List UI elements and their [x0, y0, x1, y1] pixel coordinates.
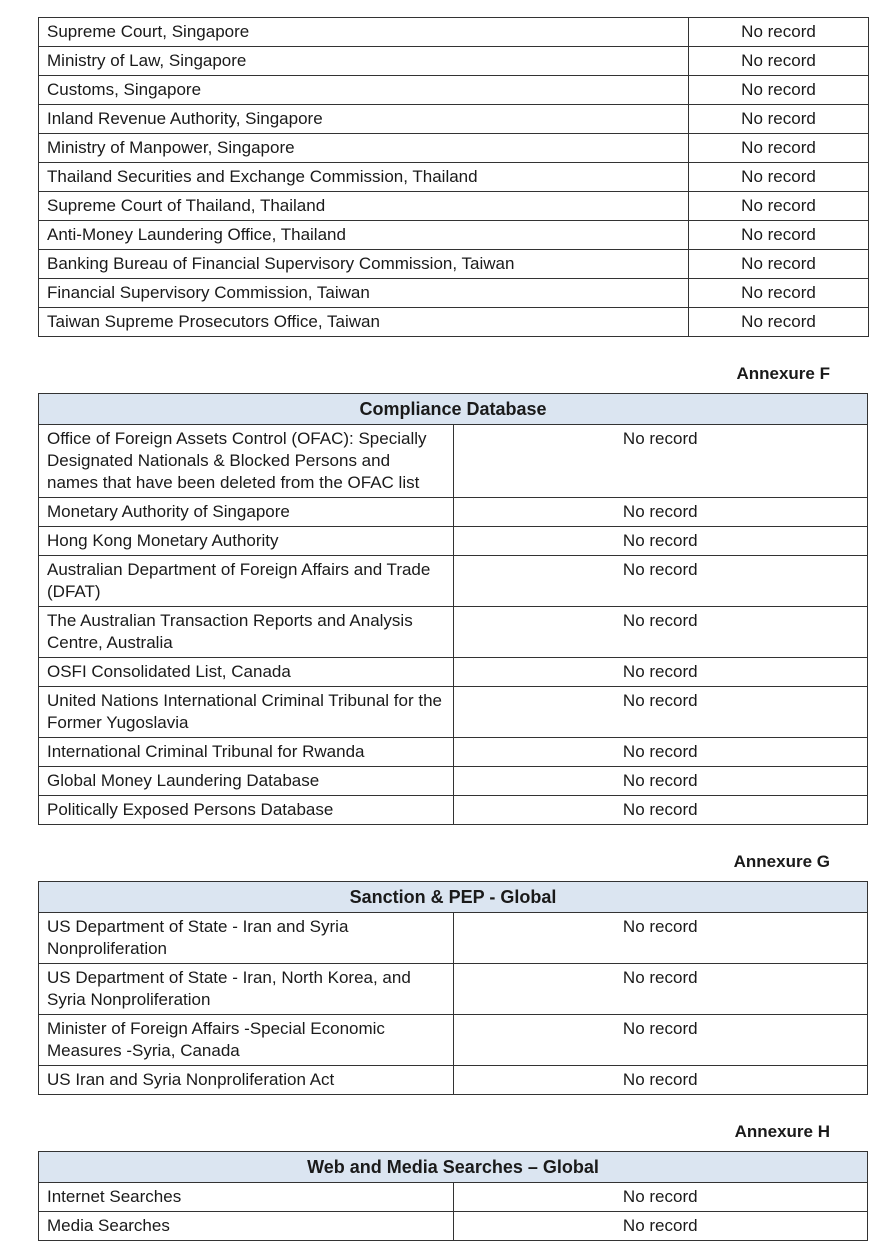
result-cell: No record	[689, 134, 869, 163]
result-cell: No record	[453, 738, 868, 767]
table-row	[39, 221, 869, 250]
table-row	[39, 134, 869, 163]
table-row	[39, 105, 869, 134]
source-cell: Monetary Authority of Singapore	[39, 498, 454, 527]
table-row	[39, 964, 868, 1015]
source-cell: Office of Foreign Assets Control (OFAC): Specially Designated Nationals & Blocked Persons and names that have been deleted from the OFAC list	[39, 425, 454, 498]
result-cell: No record	[689, 308, 869, 337]
source-cell: Ministry of Law, Singapore	[39, 47, 689, 76]
source-cell: The Australian Transaction Reports and Analysis Centre, Australia	[39, 607, 454, 658]
source-cell: Minister of Foreign Affairs -Special Economic Measures -Syria, Canada	[39, 1015, 454, 1066]
table-row	[39, 913, 868, 964]
sanction-pep-global-table	[38, 881, 868, 1095]
source-cell: Inland Revenue Authority, Singapore	[39, 105, 689, 134]
table-row	[39, 47, 869, 76]
web-media-searches-table	[38, 1151, 868, 1241]
result-cell: No record	[453, 1066, 868, 1095]
source-cell: OSFI Consolidated List, Canada	[39, 658, 454, 687]
source-cell: Customs, Singapore	[39, 76, 689, 105]
source-cell: Supreme Court of Thailand, Thailand	[39, 192, 689, 221]
web-media-searches-table-section	[38, 1122, 868, 1241]
table-title-row	[39, 1152, 868, 1183]
result-cell: No record	[453, 658, 868, 687]
table-row	[39, 1015, 868, 1066]
table-row	[39, 1183, 868, 1212]
result-cell: No record	[689, 47, 869, 76]
result-cell: No record	[453, 687, 868, 738]
result-cell: No record	[689, 192, 869, 221]
source-cell: Ministry of Manpower, Singapore	[39, 134, 689, 163]
table-row	[39, 738, 868, 767]
table-row	[39, 425, 868, 498]
source-cell: Banking Bureau of Financial Supervisory Commission, Taiwan	[39, 250, 689, 279]
table-row	[39, 607, 868, 658]
table-row	[39, 18, 869, 47]
table-row	[39, 279, 869, 308]
result-cell: No record	[689, 163, 869, 192]
source-cell: US Department of State - Iran, North Korea, and Syria Nonproliferation	[39, 964, 454, 1015]
result-cell: No record	[453, 1212, 868, 1241]
table-row	[39, 767, 868, 796]
table-row	[39, 250, 869, 279]
table-title-row	[39, 882, 868, 913]
table-row	[39, 1066, 868, 1095]
compliance-database-table-section	[38, 364, 868, 825]
annexure-label: Annexure F	[736, 364, 830, 383]
result-cell: No record	[453, 556, 868, 607]
table-row	[39, 1212, 868, 1241]
table-title-row	[39, 394, 868, 425]
table-row	[39, 163, 869, 192]
source-cell: Hong Kong Monetary Authority	[39, 527, 454, 556]
result-cell: No record	[453, 796, 868, 825]
source-cell: Global Money Laundering Database	[39, 767, 454, 796]
table-title: Web and Media Searches – Global	[39, 1152, 868, 1183]
table-title: Sanction & PEP - Global	[39, 882, 868, 913]
sanction-pep-global-table-section	[38, 852, 868, 1095]
source-cell: Australian Department of Foreign Affairs and Trade (DFAT)	[39, 556, 454, 607]
table-row	[39, 192, 869, 221]
tables-root	[38, 17, 868, 1241]
source-cell: Internet Searches	[39, 1183, 454, 1212]
source-cell: Anti-Money Laundering Office, Thailand	[39, 221, 689, 250]
table-row	[39, 308, 869, 337]
source-cell: Financial Supervisory Commission, Taiwan	[39, 279, 689, 308]
regional-sources-table	[38, 17, 869, 337]
result-cell: No record	[453, 767, 868, 796]
result-cell: No record	[453, 1183, 868, 1212]
compliance-database-table	[38, 393, 868, 825]
source-cell: Politically Exposed Persons Database	[39, 796, 454, 825]
source-cell: Supreme Court, Singapore	[39, 18, 689, 47]
source-cell: United Nations International Criminal Tribunal for the Former Yugoslavia	[39, 687, 454, 738]
result-cell: No record	[689, 105, 869, 134]
source-cell: Thailand Securities and Exchange Commission, Thailand	[39, 163, 689, 192]
result-cell: No record	[689, 250, 869, 279]
result-cell: No record	[453, 498, 868, 527]
source-cell: Media Searches	[39, 1212, 454, 1241]
table-title: Compliance Database	[39, 394, 868, 425]
source-cell: Taiwan Supreme Prosecutors Office, Taiwan	[39, 308, 689, 337]
source-cell: US Department of State - Iran and Syria Nonproliferation	[39, 913, 454, 964]
result-cell: No record	[453, 964, 868, 1015]
result-cell: No record	[453, 1015, 868, 1066]
result-cell: No record	[689, 18, 869, 47]
result-cell: No record	[453, 607, 868, 658]
table-row	[39, 498, 868, 527]
result-cell: No record	[689, 221, 869, 250]
table-row	[39, 76, 869, 105]
table-row	[39, 527, 868, 556]
result-cell: No record	[453, 913, 868, 964]
regional-sources-table-section	[38, 17, 868, 337]
result-cell: No record	[453, 425, 868, 498]
source-cell: US Iran and Syria Nonproliferation Act	[39, 1066, 454, 1095]
result-cell: No record	[453, 527, 868, 556]
result-cell: No record	[689, 76, 869, 105]
annexure-label: Annexure H	[734, 1122, 830, 1141]
table-row	[39, 658, 868, 687]
table-row	[39, 796, 868, 825]
result-cell: No record	[689, 279, 869, 308]
source-cell: International Criminal Tribunal for Rwanda	[39, 738, 454, 767]
table-row	[39, 687, 868, 738]
annexure-label: Annexure G	[733, 852, 830, 871]
table-row	[39, 556, 868, 607]
